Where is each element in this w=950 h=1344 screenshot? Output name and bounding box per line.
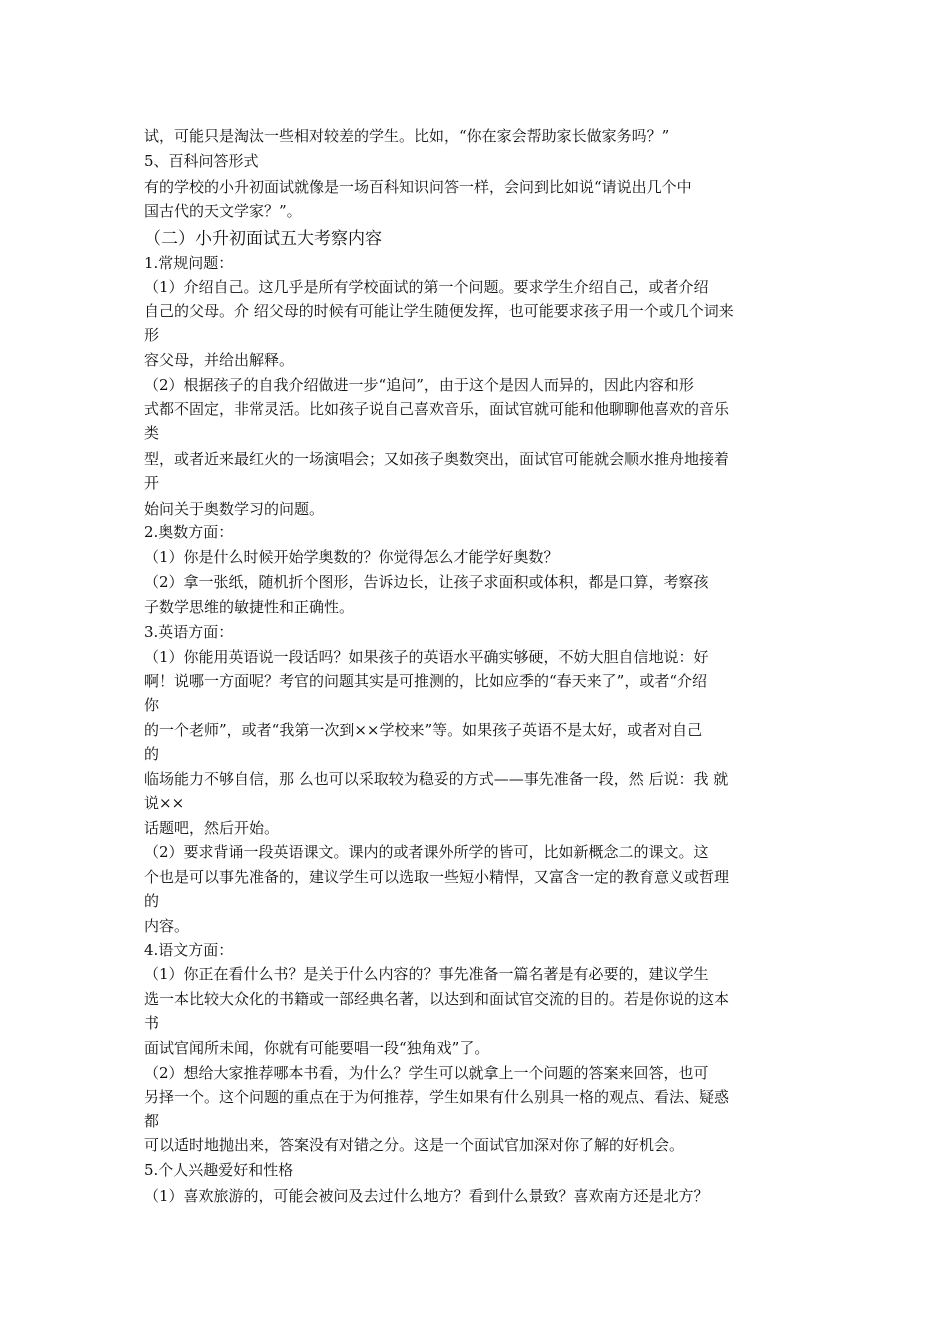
text-line: 个也是可以事先准备的，建议学生可以选取一些短小精悍，又富含一定的教育意义或哲理 bbox=[144, 868, 730, 886]
text-line: 说×× bbox=[144, 794, 185, 812]
text-line: 2.奥数方面： bbox=[144, 523, 234, 541]
text-line: 面试官闻所未闻，你就有可能要唱一段“独角戏”了。 bbox=[144, 1039, 490, 1057]
text-line: 的 bbox=[144, 892, 160, 910]
text-line: 3.英语方面： bbox=[144, 623, 234, 641]
text-line: （1）喜欢旅游的，可能会被问及去过什么地方？看到什么景致？喜欢南方还是北方？ bbox=[144, 1187, 709, 1205]
text-line: 的一个老师”，或者“我第一次到××学校来”等。如果孩子英语不是太好，或者对自己 bbox=[144, 721, 703, 739]
text-line: 4.语文方面： bbox=[144, 941, 234, 959]
text-line: （2）拿一张纸，随机折个图形，告诉边长，让孩子求面积或体积，都是口算，考察孩 bbox=[144, 573, 709, 591]
text-line: 都 bbox=[144, 1112, 160, 1130]
section-heading: （二）小升初面试五大考察内容 bbox=[144, 229, 382, 249]
text-line: 国古代的天文学家？”。 bbox=[144, 202, 302, 220]
text-line: （1）你正在看什么书？是关于什么内容的？事先准备一篇名著是有必要的，建议学生 bbox=[144, 965, 709, 983]
text-line: 的 bbox=[144, 745, 160, 763]
text-line: 可以适时地抛出来，答案没有对错之分。这是一个面试官加深对你了解的好机会。 bbox=[144, 1136, 685, 1154]
text-line: 子数学思维的敏捷性和正确性。 bbox=[144, 598, 355, 616]
text-line: 式都不固定，非常灵活。比如孩子说自己喜欢音乐，面试官就可能和他聊聊他喜欢的音乐 bbox=[144, 400, 730, 418]
text-line: （2）要求背诵一段英语课文。课内的或者课外所学的皆可，比如新概念二的课文。这 bbox=[144, 843, 709, 861]
text-line: 5、百科问答形式 bbox=[144, 152, 259, 170]
text-line: 自己的父母。介 绍父母的时候有可能让学生随便发挥，也可能要求孩子用一个或几个词来 bbox=[144, 302, 734, 320]
text-line: （1）你是什么时候开始学奥数的？你觉得怎么才能学好奥数？ bbox=[144, 548, 559, 566]
text-line: 话题吧，然后开始。 bbox=[144, 819, 280, 837]
text-line: 类 bbox=[144, 424, 160, 442]
text-line: 临场能力不够自信，那 么也可以采取较为稳妥的方式——事先准备一段，然 后说：我 就 bbox=[144, 770, 729, 788]
text-line: 你 bbox=[144, 696, 160, 714]
text-line: 有的学校的小升初面试就像是一场百科知识问答一样，会问到比如说“请说出几个中 bbox=[144, 178, 692, 196]
text-line: （2）想给大家推荐哪本书看，为什么？学生可以就拿上一个问题的答案来回答，也可 bbox=[144, 1064, 709, 1082]
text-line: （1）你能用英语说一段话吗？如果孩子的英语水平确实够硬，不妨大胆自信地说：好 bbox=[144, 648, 709, 666]
text-line: （2）根据孩子的自我介绍做进一步“追问”，由于这个是因人而异的，因此内容和形 bbox=[144, 376, 694, 394]
text-line: 书 bbox=[144, 1014, 160, 1032]
text-line: 内容。 bbox=[144, 917, 190, 935]
text-line: 容父母，并给出解释。 bbox=[144, 351, 295, 369]
text-line: 开 bbox=[144, 474, 160, 492]
text-line: 试，可能只是淘汰一些相对较差的学生。比如，“你在家会帮助家长做家务吗？” bbox=[144, 127, 670, 145]
text-line: 5.个人兴趣爱好和性格 bbox=[144, 1161, 294, 1179]
text-line: 型，或者近来最红火的一场演唱会；又如孩子奥数突出，面试官可能就会顺水推舟地接着 bbox=[144, 450, 730, 468]
text-line: 另择一个。这个问题的重点在于为何推荐，学生如果有什么别具一格的观点、看法、疑惑 bbox=[144, 1088, 730, 1106]
text-line: 形 bbox=[144, 326, 160, 344]
text-line: 1.常规问题： bbox=[144, 254, 234, 272]
text-line: 选一本比较大众化的书籍或一部经典名著，以达到和面试官交流的目的。若是你说的这本 bbox=[144, 990, 730, 1008]
text-line: 啊！说哪一方面呢？考官的问题其实是可推测的，比如应季的“春天来了”，或者“介绍 bbox=[144, 672, 708, 690]
text-line: 始问关于奥数学习的问题。 bbox=[144, 500, 325, 518]
text-line: （1）介绍自己。这几乎是所有学校面试的第一个问题。要求学生介绍自己，或者介绍 bbox=[144, 278, 709, 296]
